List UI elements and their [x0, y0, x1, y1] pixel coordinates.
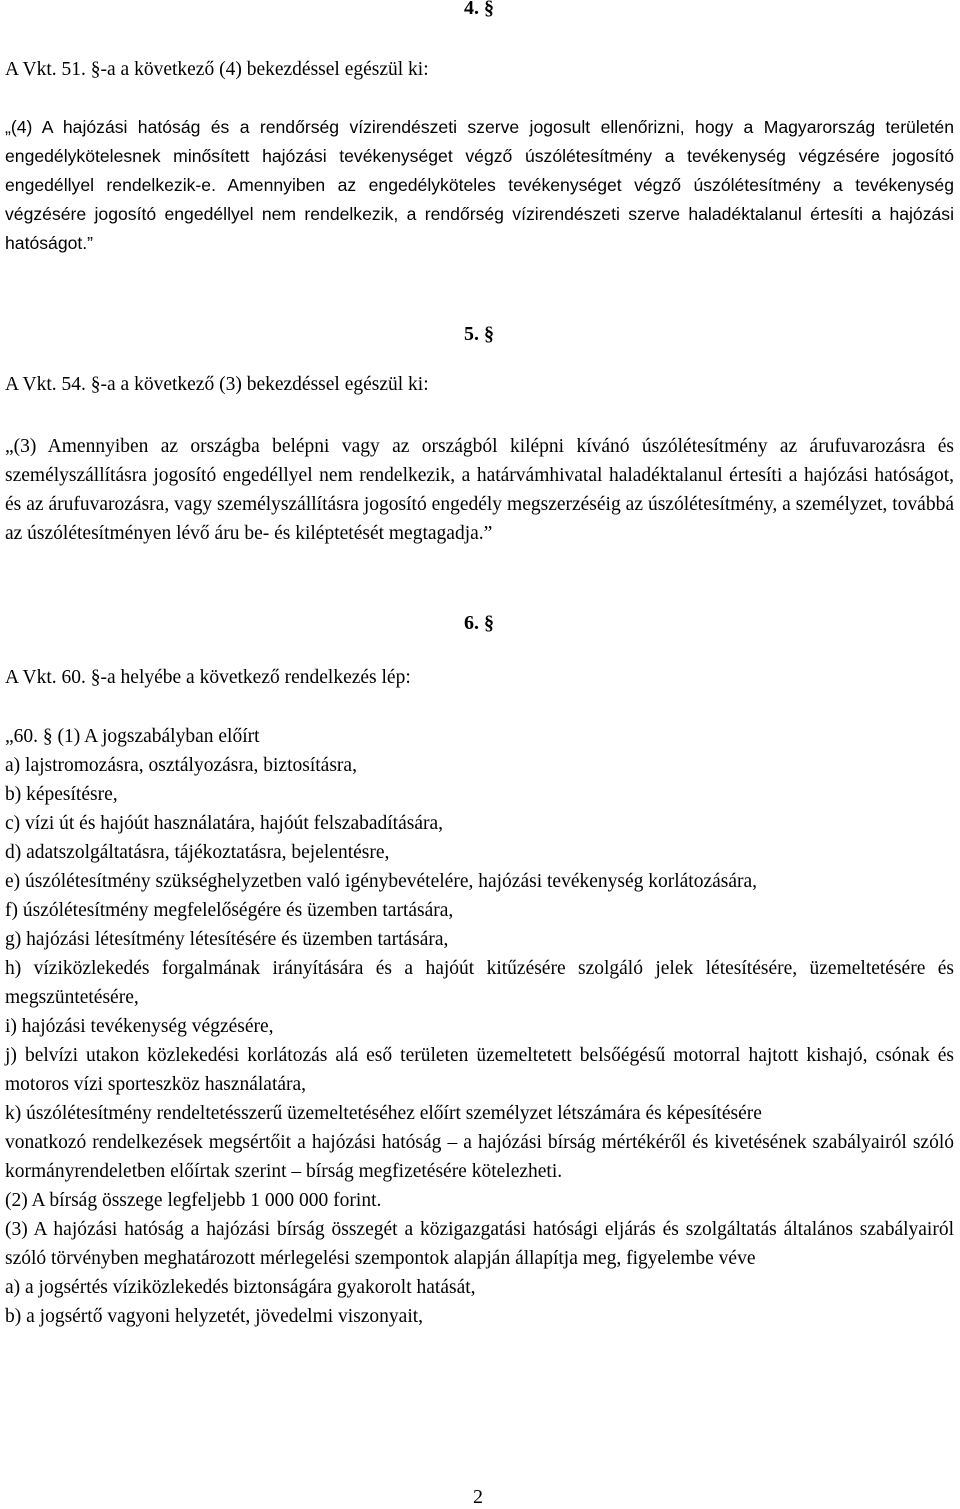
page-number: 2 — [473, 1486, 483, 1508]
list-item: g) hajózási létesítmény létesítésére és üzemben tartására, — [5, 929, 449, 950]
list-item: j) belvízi utakon közlekedési korlátozás alá eső területen üzemeltetett belsőégésű motorral hajtott kishajó, csónak és motoros vízi sporteszköz használatára, — [5, 1045, 954, 1095]
list-item: „60. § (1) A jogszabályban előírt — [5, 726, 260, 747]
list-item: e) úszólétesítmény szükséghelyzetben való igénybevételére, hajózási tevékenység korlátozására, — [5, 871, 758, 892]
list-item: (3) A hajózási hatóság a hajózási bírság összegét a közigazgatási hatósági eljárás és szolgáltatás általános szabályairól szóló törvényben meghatározott mérlegelési szempontok alapján állapítja meg, figyelembe véve — [5, 1219, 954, 1269]
amendment-paragraph: „(4) A hajózási hatóság és a rendőrség vízirendészeti szerve jogosult ellenőrizni, hogy a Magyarország területén engedélykötelesnek minősített hajózási tevékenységet végző úszólétesítmény a tevékenység végzésére jogosító engedéllyel rendelkezik-e. Amennyiben az engedélyköteles tevékenységet végző úszólétesítmény a tevékenység végzésére jogosító engedéllyel nem rendelkezik, a rendőrség vízirendészeti szerve haladéktalanul értesíti a hajózási hatóságot.” — [5, 117, 954, 253]
section-body-6 — [5, 722, 954, 1331]
list-item: b) a jogsértő vagyoni helyzetét, jövedelmi viszonyait, — [5, 1306, 424, 1327]
list-item: c) vízi út és hajóút használatára, hajóút felszabadítására, — [5, 813, 444, 834]
list-item: i) hajózási tevékenység végzésére, — [5, 1016, 274, 1037]
section-intro-6: A Vkt. 60. §-a helyébe a következő rendelkezés lép: — [5, 667, 411, 688]
list-item: b) képesítésre, — [5, 784, 118, 805]
section-heading-5: 5. § — [464, 323, 494, 345]
section-body-5 — [5, 432, 954, 548]
list-item: vonatkozó rendelkezések megsértőit a hajózási hatóság – a hajózási bírság mértékéről és kivetésének szabályairól szóló kormányrendeletben előírtak szerint – bírság megfizetésére kötelezheti. — [5, 1132, 954, 1182]
list-item: (2) A bírság összege legfeljebb 1 000 000 forint. — [5, 1190, 382, 1211]
list-item: a) a jogsértés víziközlekedés biztonságára gyakorolt hatását, — [5, 1277, 476, 1298]
list-item: h) víziközlekedés forgalmának irányítására és a hajóút kitűzésére szolgáló jelek létesítésére, üzemeltetésére és megszüntetésére, — [5, 958, 954, 1008]
list-item: d) adatszolgáltatásra, tájékoztatásra, bejelentésre, — [5, 842, 390, 863]
section-heading-4: 4. § — [464, 0, 494, 19]
list-item: f) úszólétesítmény megfelelőségére és üzemben tartására, — [5, 900, 454, 921]
amendment-paragraph: „(3) Amennyiben az országba belépni vagy az országból kilépni kívánó úszólétesítmény az árufuvarozásra és személyszállításra jogosító engedéllyel nem rendelkezik, a határvámhivatal haladéktalanul értesíti a hajózási hatóságot, és az árufuvarozásra, vagy személyszállításra jogosító engedély megszerzéséig az úszólétesítmény, a személyzet, továbbá az úszólétesítményen lévő áru be- és kiléptetését megtagadja.” — [5, 436, 954, 544]
list-item: a) lajstromozásra, osztályozásra, biztosításra, — [5, 755, 357, 776]
section-heading-6: 6. § — [464, 612, 494, 634]
list-item: k) úszólétesítmény rendeltetésszerű üzemeltetéséhez előírt személyzet létszámára és képesítésére — [5, 1103, 762, 1124]
section-body-4 — [5, 113, 954, 258]
section-intro-4: A Vkt. 51. §-a a következő (4) bekezdéssel egészül ki: — [5, 59, 429, 80]
section-intro-5: A Vkt. 54. §-a a következő (3) bekezdéssel egészül ki: — [5, 374, 429, 395]
